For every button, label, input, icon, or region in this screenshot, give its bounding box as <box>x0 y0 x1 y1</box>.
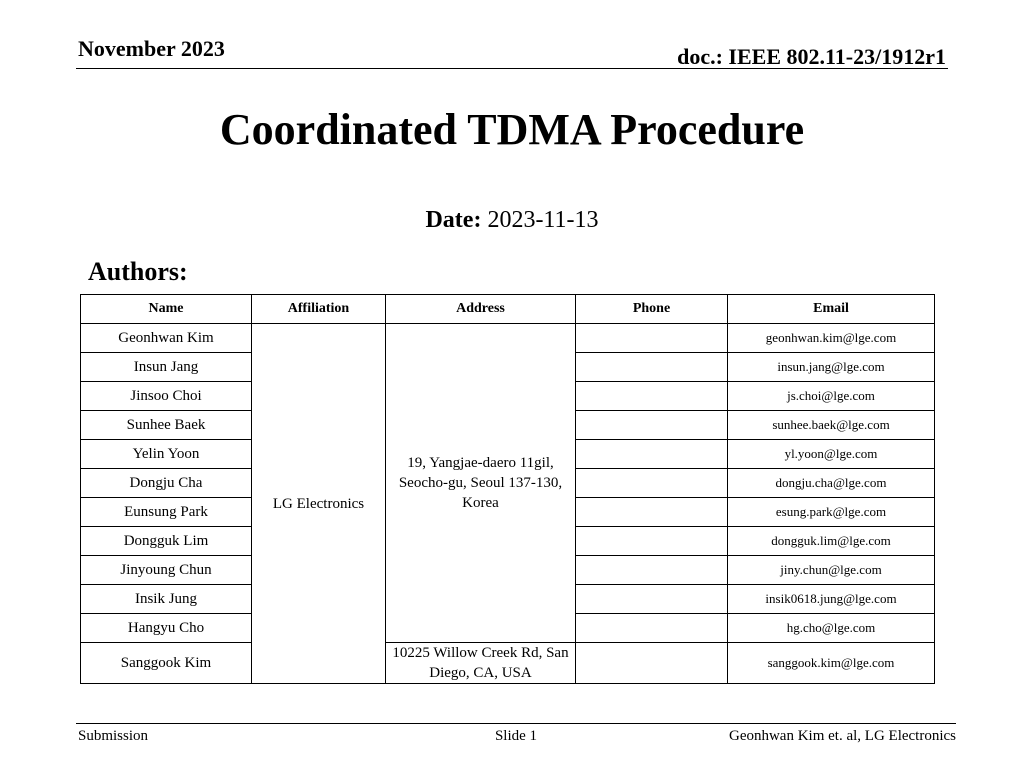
footer-slide-number: Slide 1 <box>494 728 538 744</box>
phone-cell <box>576 440 728 469</box>
author-email: yl.yoon@lge.com <box>728 440 935 469</box>
author-name: Sunhee Baek <box>81 411 252 440</box>
address-cell-korea: 19, Yangjae-daero 11gil, Seocho-gu, Seoul 137-130, Korea <box>386 324 576 643</box>
phone-cell <box>576 556 728 585</box>
author-name: Sanggook Kim <box>81 643 252 684</box>
author-email: insun.jang@lge.com <box>728 353 935 382</box>
footer-divider <box>76 723 956 724</box>
author-email: js.choi@lge.com <box>728 382 935 411</box>
phone-cell <box>576 353 728 382</box>
author-name: Eunsung Park <box>81 498 252 527</box>
address-cell-us: 10225 Willow Creek Rd, San Diego, CA, USA <box>386 643 576 684</box>
header-date: November 2023 <box>78 36 225 61</box>
phone-cell <box>576 324 728 353</box>
table-row <box>81 643 935 684</box>
phone-cell <box>576 643 728 684</box>
phone-cell <box>576 411 728 440</box>
column-header-address: Address <box>386 295 576 324</box>
affiliation-cell: LG Electronics <box>252 324 386 684</box>
author-name: Yelin Yoon <box>81 440 252 469</box>
author-email: insik0618.jung@lge.com <box>728 585 935 614</box>
author-name: Dongguk Lim <box>81 527 252 556</box>
author-name: Hangyu Cho <box>81 614 252 643</box>
phone-cell <box>576 614 728 643</box>
footer-authors: Geonhwan Kim et. al, LG Electronics <box>728 728 956 744</box>
date-value: 2023-11-13 <box>487 207 599 233</box>
date-label: Date: <box>425 207 482 233</box>
author-name: Insik Jung <box>81 585 252 614</box>
author-email: sunhee.baek@lge.com <box>728 411 935 440</box>
author-email: dongguk.lim@lge.com <box>728 527 935 556</box>
table-row <box>81 324 935 353</box>
column-header-phone: Phone <box>576 295 728 324</box>
footer-submission: Submission <box>78 728 149 744</box>
author-name: Insun Jang <box>81 353 252 382</box>
author-name: Jinyoung Chun <box>81 556 252 585</box>
phone-cell <box>576 498 728 527</box>
slide-title: Coordinated TDMA Procedure <box>219 105 805 154</box>
column-header-email: Email <box>728 295 935 324</box>
author-name: Geonhwan Kim <box>81 324 252 353</box>
date-line <box>0 204 1024 236</box>
header-doc-id: doc.: IEEE 802.11-23/1912r1 <box>677 44 946 69</box>
author-name: Dongju Cha <box>81 469 252 498</box>
author-email: geonhwan.kim@lge.com <box>728 324 935 353</box>
table-header-row <box>81 295 935 324</box>
column-header-affiliation: Affiliation <box>252 295 386 324</box>
author-email: esung.park@lge.com <box>728 498 935 527</box>
authors-table <box>80 294 935 684</box>
author-email: jiny.chun@lge.com <box>728 556 935 585</box>
author-email: hg.cho@lge.com <box>728 614 935 643</box>
column-header-name: Name <box>81 295 252 324</box>
author-name: Jinsoo Choi <box>81 382 252 411</box>
phone-cell <box>576 469 728 498</box>
phone-cell <box>576 527 728 556</box>
header-divider <box>76 68 948 69</box>
author-email: sanggook.kim@lge.com <box>728 643 935 684</box>
author-email: dongju.cha@lge.com <box>728 469 935 498</box>
phone-cell <box>576 382 728 411</box>
authors-heading: Authors: <box>88 257 188 286</box>
phone-cell <box>576 585 728 614</box>
